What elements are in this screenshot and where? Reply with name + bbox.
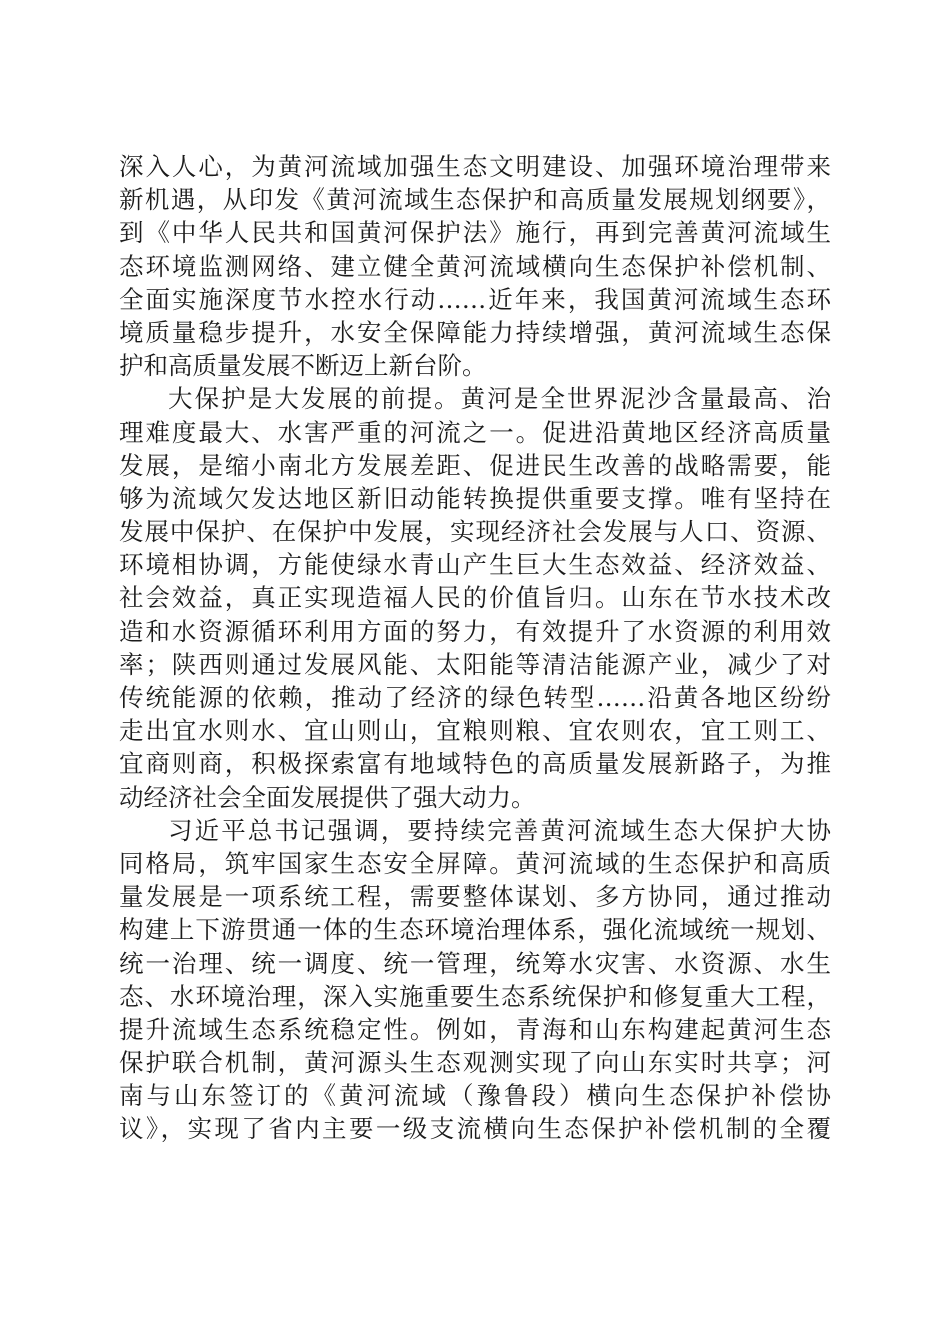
text-line: 走出宜水则水、宜山则山，宜粮则粮、宜农则农，宜工则工、 (119, 716, 831, 746)
text-line: 境质量稳步提升，水安全保障能力持续增强，黄河流域生态保 (119, 317, 831, 347)
text-line: 全面实施深度节水控水行动……近年来，我国黄河流域生态环 (119, 284, 831, 314)
text-line: 量发展是一项系统工程，需要整体谋划、多方协同，通过推动 (119, 882, 831, 912)
text-line: 态环境监测网络、建立健全黄河流域横向生态保护补偿机制、 (119, 251, 831, 281)
text-line: 够为流域欠发达地区新旧动能转换提供重要支撑。唯有坚持在 (119, 483, 831, 513)
text-line: 传统能源的依赖，推动了经济的绿色转型……沿黄各地区纷纷 (119, 683, 831, 712)
text-line: 保护联合机制，黄河源头生态观测实现了向山东实时共享；河 (119, 1048, 831, 1078)
text-line: 构建上下游贯通一体的生态环境治理体系，强化流域统一规划、 (119, 915, 831, 945)
text-line: 理难度最大、水害严重的河流之一。促进沿黄地区经济高质量 (119, 417, 831, 447)
text-line: 宜商则商，积极探索富有地域特色的高质量发展新路子，为推 (119, 749, 831, 779)
text-line: 深入人心，为黄河流域加强生态文明建设、加强环境治理带来 (119, 152, 831, 181)
text-line: 率；陕西则通过发展风能、太阳能等清洁能源产业，减少了对 (119, 649, 831, 679)
text-line: 同格局，筑牢国家生态安全屏障。黄河流域的生态保护和高质 (119, 848, 831, 878)
text-line: 社会效益，真正实现造福人民的价值旨归。山东在节水技术改 (119, 583, 831, 613)
text-line: 到《中华人民共和国黄河保护法》施行，再到完善黄河流域生 (119, 218, 831, 248)
text-line: 议》，实现了省内主要一级支流横向生态保护补偿机制的全覆 (119, 1114, 831, 1144)
text-line: 习近平总书记强调，要持续完善黄河流域生态大保护大协 (168, 815, 831, 845)
text-line: 环境相协调，方能使绿水青山产生巨大生态效益、经济效益、 (119, 550, 831, 580)
text-line: 造和水资源循环利用方面的努力，有效提升了水资源的利用效 (119, 616, 831, 646)
text-line: 态、水环境治理，深入实施重要生态系统保护和修复重大工程， (119, 981, 831, 1011)
text-line: 动经济社会全面发展提供了强大动力。 (119, 782, 536, 812)
article-body (119, 150, 831, 1146)
text-line: 发展中保护、在保护中发展，实现经济社会发展与人口、资源、 (119, 517, 831, 547)
paragraph-1 (119, 150, 831, 382)
paragraph-3 (119, 814, 831, 1146)
text-line: 统一治理、统一调度、统一管理，统筹水灾害、水资源、水生 (119, 948, 831, 978)
text-line: 新机遇，从印发《黄河流域生态保护和高质量发展规划纲要》， (119, 185, 831, 215)
text-line: 提升流域生态系统稳定性。例如，青海和山东构建起黄河生态 (119, 1014, 831, 1044)
text-line: 南与山东签订的《黄河流域（豫鲁段）横向生态保护补偿协 (119, 1081, 831, 1111)
text-line: 大保护是大发展的前提。黄河是全世界泥沙含量最高、治 (168, 384, 831, 414)
paragraph-2 (119, 382, 831, 813)
text-line: 发展，是缩小南北方发展差距、促进民生改善的战略需要，能 (119, 450, 831, 480)
text-line: 护和高质量发展不断迈上新台阶。 (119, 351, 487, 381)
